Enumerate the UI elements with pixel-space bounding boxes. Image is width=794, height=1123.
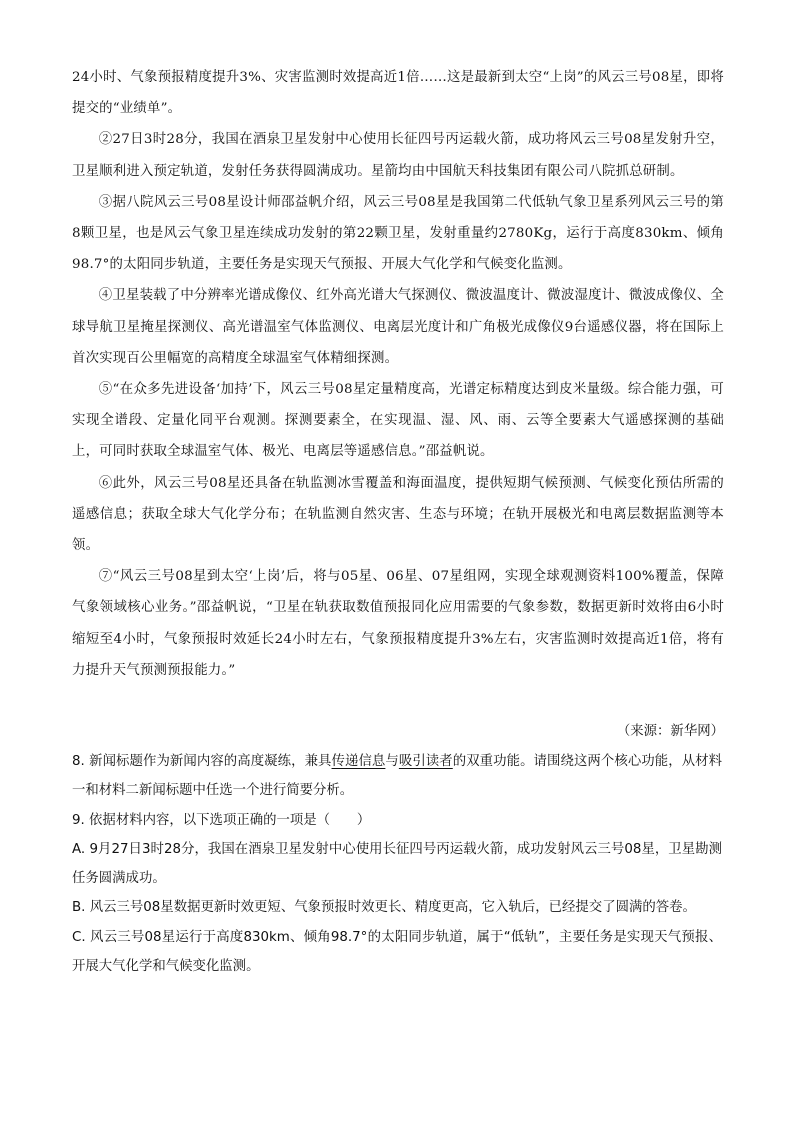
question-8-text: 的双重功能。请围绕这两个核心功能，从材料一和材料二新闻标题中任选一个进行简要分析。 <box>72 754 723 799</box>
paragraph-6: ⑥此外，风云三号08星还具备在轨监测冰雪覆盖和海面温度，提供短期气候预测、气候变化预估所需的遥感信息；获取全球大气化学分布；在轨监测自然灾害、生态与环境；在轨开展极光和电离层数据监测等本领。 <box>72 475 724 554</box>
option-a: A. 9月27日3时28分，我国在酒泉卫星发射中心使用长征四号丙运载火箭，成功发射风云三号08星，卫星勘测任务圆满成功。 <box>72 841 722 887</box>
source-attribution: （来源：新华网） <box>616 724 724 739</box>
paragraph-2: ②27日3时28分，我国在酒泉卫星发射中心使用长征四号丙运载火箭，成功将风云三号08星发射升空，卫星顺利进入预定轨道，发射任务获得圆满成功。星箭均由中国航天科技集团有限公司八院抓总研制。 <box>72 132 724 179</box>
paragraph-5: ⑤“在众多先进设备‘加持’下，风云三号08星定量精度高，光谱定标精度达到皮米量级。综合能力强，可实现全谱段、定量化同平台观测。探测要素全，在实现温、湿、风、雨、云等全要素大气遥感探测的基础上，可同时获取全球温室气体、极光、电离层等遥感信息。”邵益帆说。 <box>72 382 724 460</box>
article-body <box>72 62 724 686</box>
question-9: 9. 依据材料内容，以下选项正确的一项是（ ） <box>72 812 371 828</box>
paragraph-1-continued: 24小时、气象预报精度提升3%、灾害监测时效提高近1倍……这是最新到太空“上岗”的风云三号08星，即将提交的“业绩单”。 <box>72 70 724 117</box>
question-8-text: 8. 新闻标题作为新闻内容的高度凝练，兼具 <box>72 754 332 769</box>
paragraph-7: ⑦“风云三号08星到太空‘上岗’后，将与05星、06星、07星组网，实现全球观测资料100%覆盖，保障气象领域核心业务。”邵益帆说，“卫星在轨获取数值预报同化应用需要的气象参数，数据更新时效将由6小时缩短至4小时，气象预报时效延长24小时左右，气象预报精度提升3%左右，灾害监测时效提高近1倍，将有力提升天气预测预报能力。” <box>72 569 724 678</box>
questions-section <box>72 747 722 981</box>
underlined-term-attract-readers: 吸引读者 <box>398 754 453 769</box>
question-8 <box>72 747 722 806</box>
option-c: C. 风云三号08星运行于高度830km、倾角98.7°的太阳同步轨道，属于“低轨”，主要任务是实现天气预报、开展大气化学和气候变化监测。 <box>72 929 722 975</box>
paragraph-4: ④卫星装载了中分辨率光谱成像仪、红外高光谱大气探测仪、微波温度计、微波湿度计、微波成像仪、全球导航卫星掩星探测仪、高光谱温室气体监测仪、电离层光度计和广角极光成像仪9台遥感仪器，将在国际上首次实现百公里幅宽的高精度全球温室气体精细探测。 <box>72 288 724 366</box>
question-8-text: 与 <box>385 754 399 769</box>
paragraph-3: ③据八院风云三号08星设计师邵益帆介绍，风云三号08星是我国第二代低轨气象卫星系列风云三号的第8颗卫星，也是风云气象卫星连续成功发射的第22颗卫星，发射重量约2780Kg，运行于高度830km、倾角98.7°的太阳同步轨道，主要任务是实现天气预报、开展大气化学和气候变化监测。 <box>72 194 724 273</box>
underlined-term-convey-info: 传递信息 <box>331 754 386 769</box>
option-b: B. 风云三号08星数据更新时效更短、气象预报时效更长、精度更高，它入轨后，已经提交了圆满的答卷。 <box>72 900 696 916</box>
